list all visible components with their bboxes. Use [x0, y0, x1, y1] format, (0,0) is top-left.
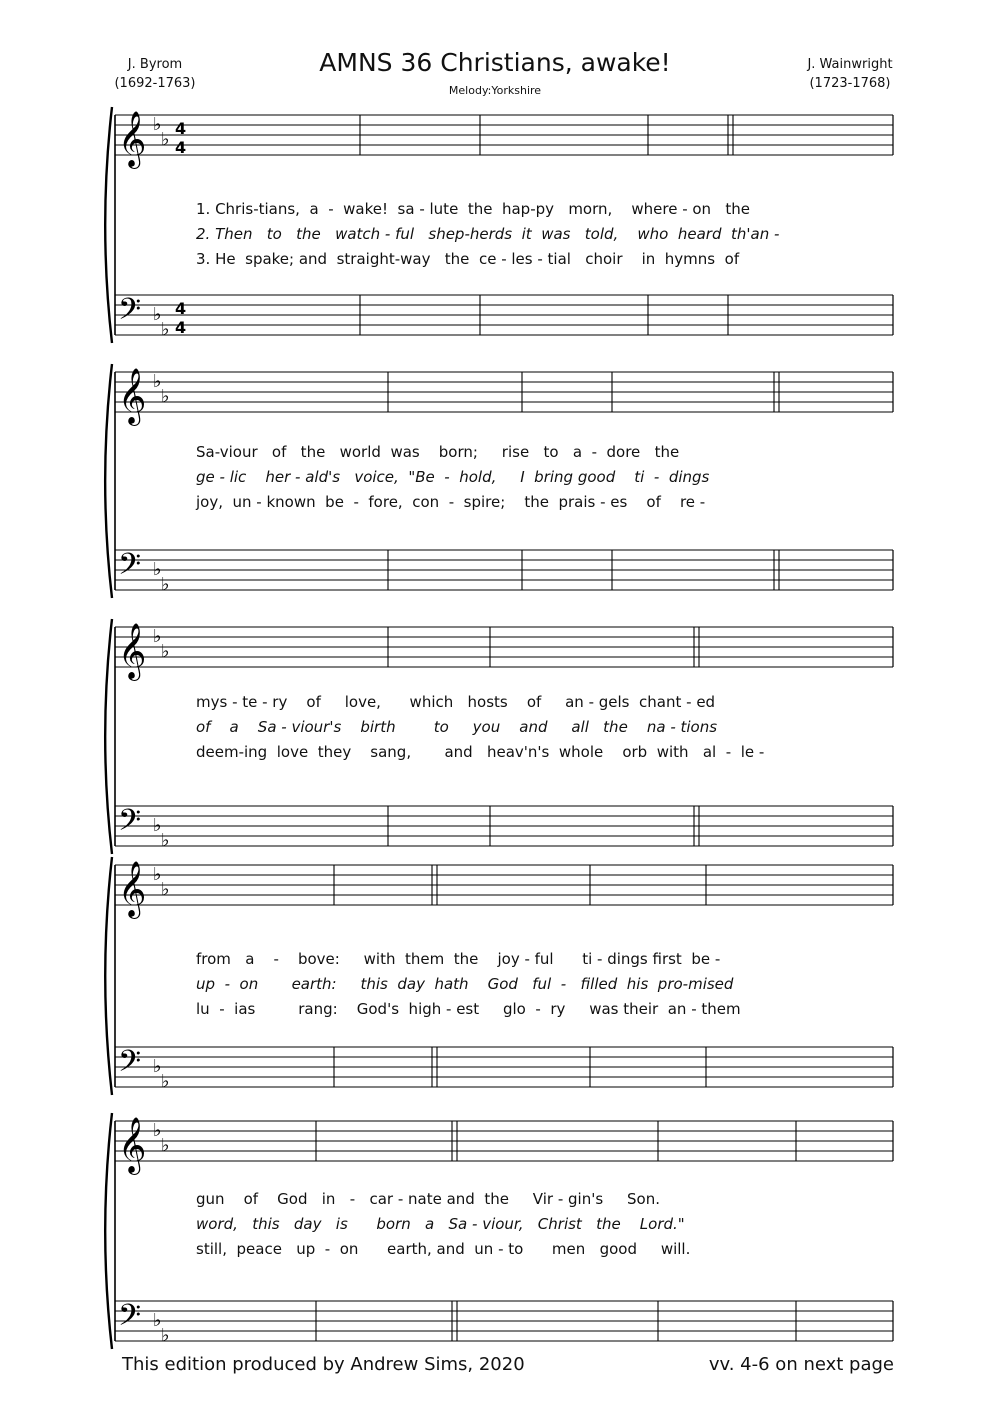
treble-clef-icon: 𝄞 [118, 111, 147, 167]
flat-icon: ♭ [153, 626, 162, 647]
lyric-line-verse-3: still, peace up - on earth, and un - to men good will. [196, 1240, 691, 1258]
flat-icon: ♭ [161, 386, 170, 407]
lyric-line-verse-1: 1. Chris-tians, a - wake! sa - lute the hap-py morn, where - on the [196, 200, 750, 218]
bass-clef-icon: 𝄢 [118, 804, 142, 845]
flat-icon: ♭ [153, 864, 162, 885]
flat-icon: ♭ [161, 879, 170, 900]
lyric-line-verse-2: of a Sa - viour's birth to you and all the na - tions [196, 718, 718, 736]
flat-icon: ♭ [161, 319, 170, 340]
hymn-title: AMNS 36 Christians, awake! [319, 48, 671, 77]
flat-icon: ♭ [153, 559, 162, 580]
lyric-line-verse-3: lu - ias rang: God's high - est glo - ry was their an - them [196, 1000, 741, 1018]
bass-clef-icon: 𝄢 [118, 293, 142, 334]
flat-icon: ♭ [153, 114, 162, 135]
bass-clef-icon: 𝄢 [118, 548, 142, 589]
system-brace [105, 364, 112, 598]
flat-icon: ♭ [153, 815, 162, 836]
composer-dates: (1723-1768) [809, 76, 891, 91]
flat-icon: ♭ [161, 1325, 170, 1346]
treble-clef-icon: 𝄞 [118, 1117, 147, 1173]
treble-clef-icon: 𝄞 [118, 861, 147, 917]
lyric-line-verse-1: from a - bove: with them the joy - ful ti - dings first be - [196, 950, 721, 968]
time-signature-bottom: 4 [175, 318, 187, 337]
flat-icon: ♭ [153, 1056, 162, 1077]
lyric-line-verse-3: deem-ing love they sang, and heav'n's whole orb with al - le - [196, 743, 765, 761]
flat-icon: ♭ [153, 371, 162, 392]
flat-icon: ♭ [153, 1120, 162, 1141]
lyric-line-verse-2: ge - lic her - ald's voice, "Be - hold, I bring good ti - dings [196, 468, 710, 486]
melody-name: Melody:Yorkshire [448, 84, 542, 97]
lyric-line-verse-2: word, this day is born a Sa - viour, Christ the Lord." [196, 1215, 685, 1233]
flat-icon: ♭ [161, 1135, 170, 1156]
system-brace [105, 857, 112, 1095]
lyricist-dates: (1692-1763) [114, 76, 196, 91]
time-signature-bottom: 4 [175, 138, 187, 157]
system-brace [105, 107, 112, 343]
bass-clef-icon: 𝄢 [118, 1045, 142, 1086]
lyricist-name: J. Byrom [127, 57, 183, 72]
lyric-line-verse-1: gun of God in - car - nate and the Vir - gin's Son. [196, 1190, 660, 1208]
system-brace [105, 1113, 112, 1349]
flat-icon: ♭ [153, 1310, 162, 1331]
continuation-note: vv. 4-6 on next page [708, 1354, 894, 1375]
treble-clef-icon: 𝄞 [118, 623, 147, 679]
time-signature-top: 4 [175, 119, 187, 138]
flat-icon: ♭ [161, 1071, 170, 1092]
treble-clef-icon: 𝄞 [118, 368, 147, 424]
lyric-line-verse-3: joy, un - known be - fore, con - spire; the prais - es of re - [196, 493, 706, 511]
lyric-line-verse-3: 3. He spake; and straight-way the ce - les - tial choir in hymns of [196, 250, 740, 268]
time-signature-top: 4 [175, 299, 187, 318]
flat-icon: ♭ [161, 574, 170, 595]
flat-icon: ♭ [161, 129, 170, 150]
edition-credit: This edition produced by Andrew Sims, 2020 [122, 1354, 525, 1375]
bass-clef-icon: 𝄢 [118, 1299, 142, 1340]
lyric-line-verse-1: mys - te - ry of love, which hosts of an - gels chant - ed [196, 693, 716, 711]
system-brace [105, 619, 112, 854]
flat-icon: ♭ [161, 830, 170, 851]
lyric-line-verse-2: up - on earth: this day hath God ful - filled his pro-mised [196, 975, 734, 993]
flat-icon: ♭ [161, 641, 170, 662]
lyric-line-verse-2: 2. Then to the watch - ful shep-herds it was told, who heard th'an - [196, 225, 780, 243]
flat-icon: ♭ [153, 304, 162, 325]
composer-name: J. Wainwright [807, 57, 893, 72]
lyric-line-verse-1: Sa-viour of the world was born; rise to a - dore the [196, 443, 680, 461]
